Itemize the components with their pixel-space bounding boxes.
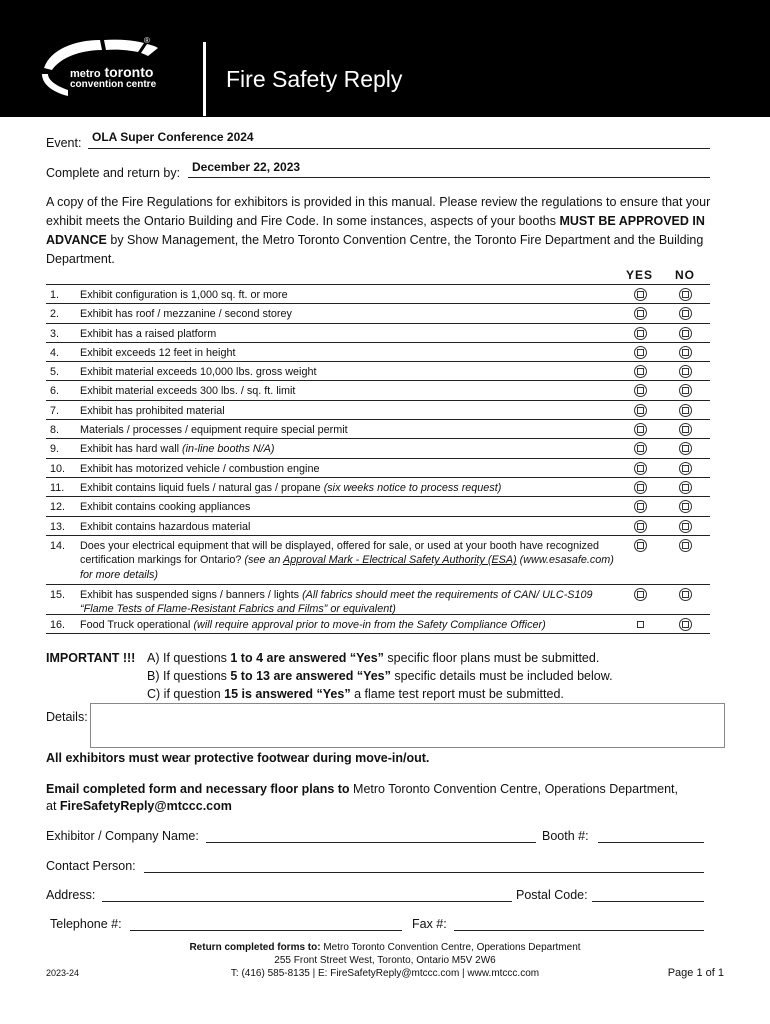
question-text: Exhibit has hard wall (in-line booths N/A) [80, 443, 275, 456]
no-checkbox[interactable] [679, 520, 692, 533]
details-label: Details: [46, 710, 88, 724]
question-text: Exhibit has prohibited material [80, 404, 225, 417]
no-checkbox[interactable] [679, 288, 692, 301]
question-text: Food Truck operational (will require approval prior to move-in from the Safety Compliance Officer) [80, 618, 546, 631]
no-column-header: NO [675, 268, 695, 282]
contact-person-label: Contact Person: [46, 859, 136, 873]
no-checkbox[interactable] [679, 462, 692, 475]
fax-field[interactable] [454, 930, 704, 931]
yes-checkbox[interactable] [634, 462, 647, 475]
footer-line2: 255 Front Street West, Toronto, Ontario M5V 2W6 [274, 955, 496, 966]
no-checkbox[interactable] [679, 346, 692, 359]
yes-checkbox[interactable] [634, 423, 647, 436]
question-text: Does your electrical equipment that will be displayed, offered for sale, or used at your booth have recognized certification markings for Ontario? (see an Approval Mark - Electrical Safety Authority (ESA) (www.esasafe.com) for more details) [80, 539, 614, 581]
important-label: IMPORTANT !!! [46, 651, 136, 665]
form-code: 2023-24 [46, 968, 80, 978]
logo-wordmark-line1: metro toronto [70, 64, 154, 80]
no-checkbox[interactable] [679, 618, 692, 631]
important-c: C) if question 15 is answered “Yes” a flame test report must be submitted. [147, 687, 564, 701]
intro-paragraph: A copy of the Fire Regulations for exhibitors is provided in this manual. Please review the regulations to ensure that your exhibit meets the Ontario Building and Fire Code. In some instances, aspects of your booths MUST BE APPROVED IN ADVANCE by Show Management, the Metro Toronto Convention Centre, the Toronto Fire Department and the Building Department. [46, 195, 711, 266]
footer-address [0, 941, 770, 980]
event-label: Event: [46, 136, 82, 150]
question-text: Exhibit exceeds 12 feet in height [80, 346, 236, 359]
question-list [46, 284, 710, 634]
yes-checkbox[interactable] [634, 618, 647, 631]
question-number: 10. [50, 462, 66, 475]
no-checkbox[interactable] [679, 500, 692, 513]
question-number: 2. [50, 308, 60, 321]
question-row [46, 380, 710, 399]
question-text: Exhibit has roof / mezzanine / second storey [80, 308, 292, 321]
question-text: Exhibit material exceeds 10,000 lbs. gross weight [80, 366, 317, 379]
return-by-field[interactable]: December 22, 2023 [192, 160, 301, 174]
question-text: Exhibit material exceeds 300 lbs. / sq. ft. limit [80, 385, 296, 398]
yes-checkbox[interactable] [634, 481, 647, 494]
yes-checkbox[interactable] [634, 346, 647, 359]
question-row [46, 361, 710, 380]
header-divider [203, 42, 206, 116]
yes-checkbox[interactable] [634, 384, 647, 397]
question-number: 13. [50, 520, 66, 533]
question-text: Exhibit has motorized vehicle / combustion engine [80, 462, 320, 475]
yes-checkbox[interactable] [634, 500, 647, 513]
question-row [46, 496, 710, 515]
question-number: 16. [50, 618, 66, 631]
question-text: Exhibit configuration is 1,000 sq. ft. or more [80, 289, 288, 301]
mtcc-logo [38, 34, 188, 102]
booth-field[interactable] [598, 842, 704, 843]
no-checkbox[interactable] [679, 384, 692, 397]
postal-code-label: Postal Code: [516, 888, 588, 902]
no-checkbox[interactable] [679, 588, 692, 601]
question-row [46, 323, 710, 342]
question-row [46, 400, 710, 419]
question-number: 15. [50, 588, 66, 601]
no-checkbox[interactable] [679, 423, 692, 436]
question-number: 5. [50, 366, 60, 379]
question-text: Materials / processes / equipment require special permit [80, 424, 348, 437]
contact-person-field[interactable] [144, 872, 704, 873]
company-label: Exhibitor / Company Name: [46, 829, 199, 843]
question-number: 7. [50, 404, 60, 417]
yes-checkbox[interactable] [634, 307, 647, 320]
no-checkbox[interactable] [679, 365, 692, 378]
question-row [46, 477, 710, 496]
important-a: A) If questions 1 to 4 are answered “Yes” specific floor plans must be submitted. [147, 651, 600, 665]
no-checkbox[interactable] [679, 481, 692, 494]
booth-label: Booth #: [542, 829, 589, 843]
question-text: Exhibit has a raised platform [80, 327, 217, 340]
footer-line1: Return completed forms to: Metro Toronto Convention Centre, Operations Department [189, 942, 581, 953]
question-text: Exhibit contains liquid fuels / natural gas / propane (six weeks notice to process request) [80, 481, 502, 494]
details-textarea[interactable] [90, 703, 725, 748]
question-number: 11. [50, 481, 65, 494]
yes-checkbox[interactable] [634, 327, 647, 340]
question-number: 6. [50, 385, 60, 398]
logo-wordmark-line2: convention centre [70, 79, 157, 90]
page-number: Page 1 of 1 [667, 967, 724, 979]
question-number: 14. [50, 539, 66, 552]
company-field[interactable] [206, 842, 536, 843]
question-text: Exhibit has suspended signs / banners / lights (All fabrics should meet the requirements of CAN/ ULC-S109 “Flame Tests of Flame-Resistant Fabrics and Films” or equivalent) [80, 588, 593, 616]
yes-checkbox[interactable] [634, 365, 647, 378]
event-field[interactable]: OLA Super Conference 2024 [92, 130, 254, 144]
question-row [46, 458, 710, 477]
question-row [46, 284, 710, 303]
no-checkbox[interactable] [679, 307, 692, 320]
question-number: 1. [50, 289, 60, 301]
question-number: 3. [50, 327, 60, 340]
footer-line3: T: (416) 585-8135 | E: FireSafetyReply@mtccc.com | www.mtccc.com [230, 968, 540, 979]
no-checkbox[interactable] [679, 404, 692, 417]
no-checkbox[interactable] [679, 539, 692, 552]
return-by-label: Complete and return by: [46, 166, 181, 180]
email-instructions: Email completed form and necessary floor plans to Metro Toronto Convention Centre, Operations Department, [46, 782, 678, 796]
yes-checkbox[interactable] [634, 588, 647, 601]
esa-link[interactable]: Approval Mark - Electrical Safety Authority (ESA) [283, 554, 517, 567]
question-row [46, 438, 710, 457]
question-row [46, 535, 710, 584]
telephone-field[interactable] [130, 930, 402, 931]
telephone-label: Telephone #: [50, 917, 122, 931]
yes-checkbox[interactable] [634, 404, 647, 417]
question-number: 12. [50, 501, 66, 514]
question-row [46, 516, 710, 535]
yes-checkbox[interactable] [634, 539, 647, 552]
email-address-line: at FireSafetyReply@mtccc.com [46, 799, 232, 813]
important-b: B) If questions 5 to 13 are answered “Yes” specific details must be included below. [147, 669, 613, 683]
question-text: Exhibit contains hazardous material [80, 520, 251, 533]
address-label: Address: [46, 888, 96, 902]
question-text: Exhibit contains cooking appliances [80, 501, 251, 514]
question-number: 8. [50, 424, 60, 437]
question-number: 4. [50, 346, 60, 359]
page-title: Fire Safety Reply [226, 66, 403, 92]
question-row [46, 584, 710, 614]
footwear-notice: All exhibitors must wear protective footwear during move-in/out. [46, 751, 430, 765]
question-row [46, 614, 710, 634]
fax-label: Fax #: [412, 917, 447, 931]
event-underline [88, 148, 710, 149]
no-checkbox[interactable] [679, 442, 692, 455]
postal-code-field[interactable] [592, 901, 704, 902]
question-number: 9. [50, 443, 60, 456]
question-row [46, 419, 710, 438]
return-by-underline [188, 177, 710, 178]
registered-mark: ® [144, 36, 150, 45]
question-row [46, 342, 710, 361]
address-field[interactable] [102, 901, 512, 902]
yes-checkbox[interactable] [634, 442, 647, 455]
yes-column-header: YES [626, 268, 654, 282]
page-header [0, 0, 770, 117]
question-row [46, 303, 710, 322]
yes-checkbox[interactable] [634, 288, 647, 301]
yes-checkbox[interactable] [634, 520, 647, 533]
no-checkbox[interactable] [679, 327, 692, 340]
